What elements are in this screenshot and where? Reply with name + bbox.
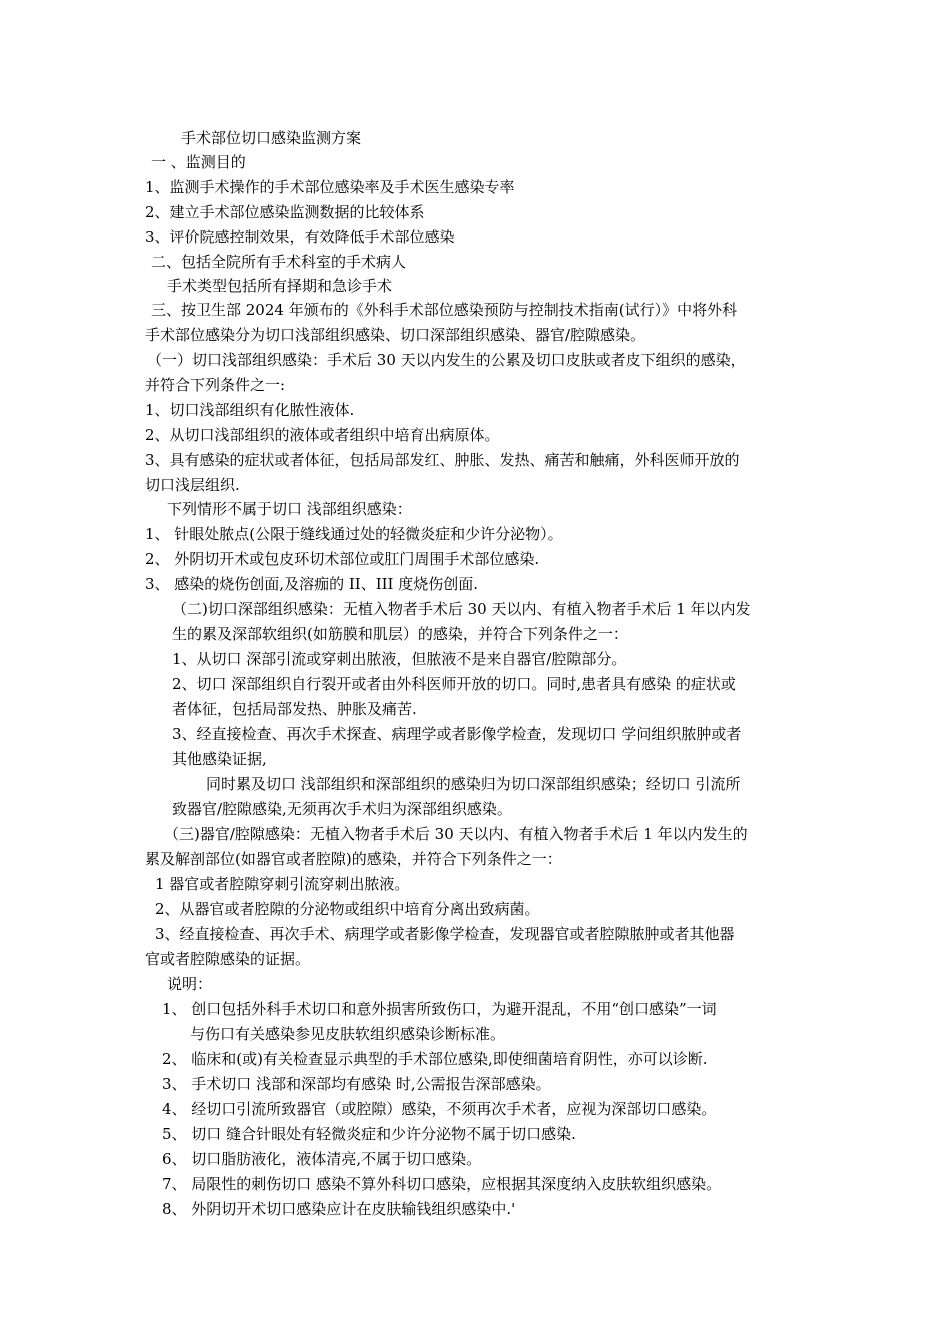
text-line: 同时累及切口 浅部组织和深部组织的感染归为切口深部组织感染；经切口 引流所 bbox=[206, 775, 741, 793]
text-line: 累及解剖部位(如器官或者腔隙)的感染，并符合下列条件之一： bbox=[145, 850, 562, 868]
note-item: 5、 切口 缝合针眼处有轻微炎症和少许分泌物不属于切口感染. bbox=[162, 1125, 576, 1143]
text-line: 2、 外阴切开术或包皮环切术部位或肛门周围手术部位感染. bbox=[145, 550, 540, 568]
text-line: 3、具有感染的症状或者体征，包括局部发红、肿胀、发热、痛苦和触痛，外科医师开放的 bbox=[145, 451, 740, 469]
note-item: 4、 经切口引流所致器官（或腔隙）感染，不须再次手术者，应视为深部切口感染。 bbox=[162, 1100, 717, 1118]
text-line: 3、经直接检查、再次手术、病理学或者影像学检查，发现器官或者腔隙脓肿或者其他器 bbox=[155, 925, 735, 943]
text-line: 者体征，包括局部发热、肿胀及痛苦. bbox=[172, 700, 417, 718]
note-item: 7、 局限性的刺伤切口 感染不算外科切口感染，应根据其深度纳入皮肤软组织感染。 bbox=[162, 1175, 722, 1193]
text-line: 致器官/腔隙感染,无须再次手术归为深部组织感染。 bbox=[172, 800, 512, 818]
text-line: 2、建立手术部位感染监测数据的比较体系 bbox=[145, 203, 425, 221]
text-line: 1、 针眼处脓点(公限于缝线通过处的轻微炎症和少许分泌物）。 bbox=[145, 525, 563, 543]
text-line: 官或者腔隙感染的证据。 bbox=[145, 950, 311, 968]
text-line: 手术类型包括所有择期和急诊手术 bbox=[167, 277, 393, 295]
text-line: 3、经直接检查、再次手术探查、病理学或者影像学检查，发现切口 学问组织脓肿或者 bbox=[172, 725, 742, 743]
text-line: 切口浅层组织. bbox=[145, 476, 240, 494]
text-line: 1、从切口 深部引流或穿刺出脓液，但脓液不是来自器官/腔隙部分。 bbox=[172, 650, 627, 668]
text-line: 1、切口浅部组织有化脓性液体. bbox=[145, 401, 355, 419]
section-heading: 一 、监测目的 bbox=[151, 153, 246, 171]
note-item: 3、 手术切口 浅部和深部均有感染 时,公需报告深部感染。 bbox=[162, 1075, 551, 1093]
note-item: 8、 外阴切开术切口感染应计在皮肤输钱组织感染中.' bbox=[162, 1200, 516, 1218]
text-line: 3、 感染的烧伤创面,及溶痂的 II、III 度烧伤创面. bbox=[145, 575, 479, 593]
text-line: 2、从器官或者腔隙的分泌物或组织中培育分离出致病菌。 bbox=[155, 900, 540, 918]
subsection-heading: （二)切口深部组织感染：无植入物者手术后 30 天以内、有植入物者手术后 1 年以内发 bbox=[172, 600, 751, 618]
document-title: 手术部位切口感染监测方案 bbox=[181, 129, 362, 147]
text-line: 3、评价院感控制效果，有效降低手术部位感染 bbox=[145, 228, 455, 246]
text-line: 下列情形不属于切口 浅部组织感染： bbox=[167, 500, 412, 518]
text-line: 手术部位感染分为切口浅部组织感染、切口深部组织感染、器官/腔隙感染。 bbox=[145, 326, 646, 344]
subsection-heading: （三)器官/腔隙感染：无植入物者手术后 30 天以内、有植入物者手术后 1 年以内发生的 bbox=[164, 825, 748, 843]
text-line: 1、监测手术操作的手术部位感染率及手术医生感染专率 bbox=[145, 178, 515, 196]
text-line: 1 器官或者腔隙穿刺引流穿刺出脓液。 bbox=[155, 875, 410, 893]
note-item: 6、 切口脂肪液化，液体清亮,不属于切口感染。 bbox=[162, 1150, 482, 1168]
text-line: 并符合下列条件之一: bbox=[145, 376, 286, 394]
note-item: 2、 临床和(或)有关检查显示典型的手术部位感染,即使细菌培育阴性，亦可以诊断. bbox=[162, 1050, 708, 1068]
text-line: 生的累及深部软组织(如筋膜和肌层）的感染，并符合下列条件之一： bbox=[172, 625, 628, 643]
notes-heading: 说明： bbox=[167, 975, 213, 993]
section-heading: 三、按卫生部 2024 年颁布的《外科手术部位感染预防与控制技术指南(试行）》中将外科 bbox=[151, 301, 738, 319]
text-line: 2、从切口浅部组织的液体或者组织中培育出病原体。 bbox=[145, 426, 500, 444]
text-line: 2、切口 深部组织自行裂开或者由外科医师开放的切口。同时,患者具有感染 的症状或 bbox=[172, 675, 736, 693]
note-item: 与伤口有关感染参见皮肤软组织感染诊断标准。 bbox=[190, 1025, 506, 1043]
section-heading: 二、包括全院所有手术科室的手术病人 bbox=[151, 253, 407, 271]
subsection-heading: （一）切口浅部组织感染：手术后 30 天以内发生的公累及切口皮肤或者皮下组织的感染， bbox=[147, 351, 746, 369]
note-item: 1、 创口包括外科手术切口和意外损害所致伤口，为避开混乱，不用“创口感染”一词 bbox=[162, 1000, 717, 1018]
text-line: 其他感染证据, bbox=[172, 750, 267, 768]
